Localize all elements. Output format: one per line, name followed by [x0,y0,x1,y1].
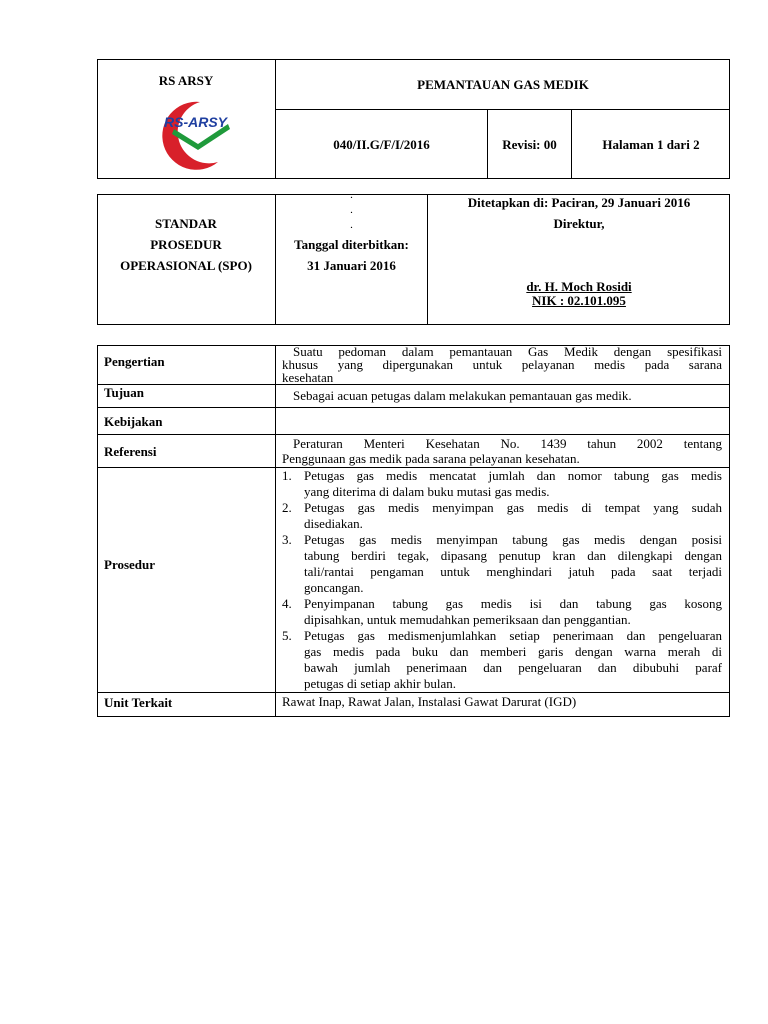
row-sep-2 [97,407,730,408]
pengertian-line3: kesehatan [282,370,334,385]
dot-3: . [350,219,353,231]
pengertian-line2: khusus yang dipergunakan untuk pelayanan medis pada sarana [282,357,722,372]
list-item: 2. Petugas gas medis menyimpan gas medis di tempat yang sudah disediakan. [282,500,722,531]
director-position: Direktur, [553,216,605,231]
header-hline [275,109,730,110]
signatory-name: dr. H. Moch Rosidi [526,279,632,294]
referensi-label: Referensi [104,444,157,459]
logo-crescent-icon [140,96,240,172]
doc-type-line1: STANDAR [155,216,217,231]
issued-label: Tanggal diterbitkan: [294,237,409,252]
dot-1: . [350,189,353,201]
content-vline [275,345,276,717]
prosedur-list [280,468,722,692]
document-number: 040/II.G/F/I/2016 [333,137,430,152]
issued-date: 31 Januari 2016 [307,258,396,273]
kebijakan-label: Kebijakan [104,414,163,429]
unit-terkait-value: Rawat Inap, Rawat Jalan, Instalasi Gawat Darurat (IGD) [282,694,577,709]
hospital-logo [140,96,240,172]
document-title: PEMANTAUAN GAS MEDIK [417,77,589,92]
doc-type-line3: OPERASIONAL (SPO) [120,258,252,273]
pengertian-label: Pengertian [104,354,165,369]
signatory-nik: NIK : 02.101.095 [532,293,626,308]
tujuan-label: Tujuan [104,385,144,400]
established-at: Ditetapkan di: Paciran, 29 Januari 2016 [467,195,691,210]
revision: Revisi: 00 [502,137,557,152]
doc-type-line2: PROSEDUR [150,237,222,252]
referensi-line1: Peraturan Menteri Kesehatan No. 1439 tahun 2002 tentang [293,436,722,451]
hospital-name: RS ARSY [158,73,214,88]
unit-terkait-label: Unit Terkait [104,695,173,710]
list-item: 4. Penyimpanan tabung gas medis isi dan tabung gas kosong dipisahkan, untuk memudahkan pemeriksaan dan penggantian. [282,596,722,627]
row-sep-3 [97,434,730,435]
prosedur-label: Prosedur [104,557,156,572]
pengertian-line1: Suatu pedoman dalam pemantauan Gas Medik dengan spesifikasi [293,344,722,359]
dot-2: . [350,204,353,216]
referensi-line2: Penggunaan gas medik pada sarana pelayanan kesehatan. [282,451,580,466]
row-sep-5 [97,692,730,693]
logo-text: RS-ARSY [164,114,228,130]
list-item: 3. Petugas gas medis menyimpan tabung gas medis dengan posisi tabung berdiri tegak, dipasang penutup kran dan dilengkapi dengan tali/rantai pengaman untuk menghindari jatuh pada saat terjadi goncangan. [282,532,722,595]
tujuan-value: Sebagai acuan petugas dalam melakukan pemantauan gas medik. [293,388,632,403]
page-info: Halaman 1 dari 2 [602,137,700,152]
list-item: 5. Petugas gas medismenjumlahkan setiap penerimaan dan pengeluaran gas medis pada buku dan memberi garis dengan warna merah di bawah jumlah penerimaan dan pengeluaran dan dibubuhi paraf petugas di setiap akhir bulan. [282,628,722,691]
list-item: 1. Petugas gas medis mencatat jumlah dan nomor tabung gas medis yang diterima di dalam buku mutasi gas medis. [282,468,722,499]
